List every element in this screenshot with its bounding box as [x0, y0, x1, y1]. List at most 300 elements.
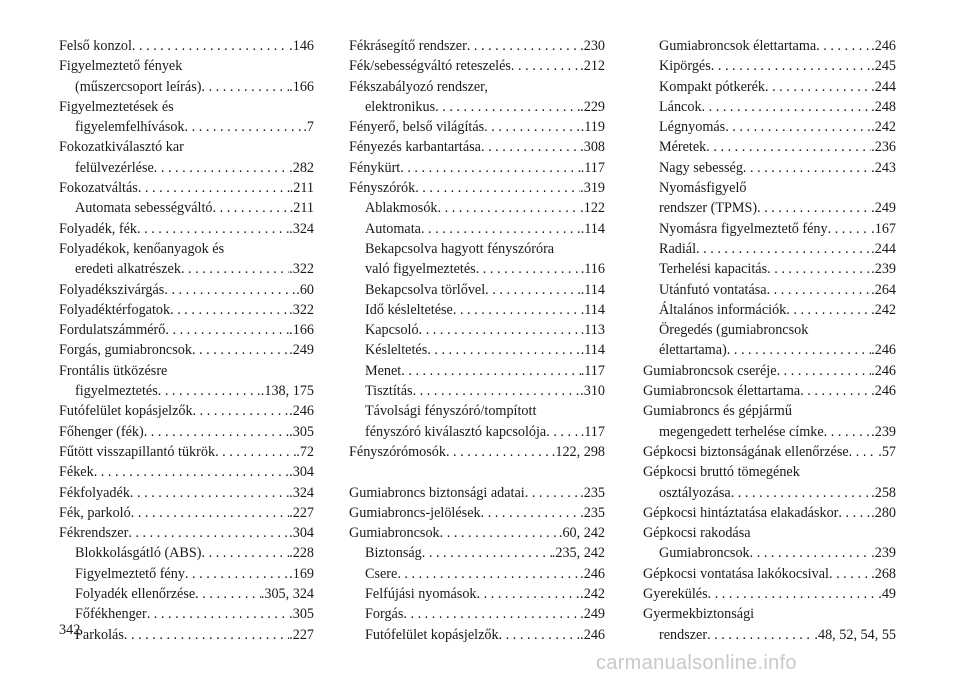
- index-entry: [643, 503, 896, 523]
- page-reference: .211: [289, 200, 314, 217]
- index-subentry: [59, 625, 314, 645]
- dot-leader: [213, 198, 290, 218]
- index-entry: [643, 584, 896, 604]
- entry-term: Felfújási nyomások: [365, 586, 477, 603]
- dot-leader: [164, 280, 296, 300]
- page-reference: .114: [580, 301, 605, 318]
- index-subentry: [349, 219, 605, 239]
- index-subentry: [59, 198, 314, 218]
- index-entry: [349, 503, 605, 523]
- dot-leader: [185, 564, 289, 584]
- entry-term: Bekapcsolva törlővel: [365, 281, 486, 298]
- entry-term: Terhelési kapacitás: [659, 261, 768, 278]
- entry-term: rendszer (TPMS): [659, 200, 758, 217]
- index-subentry: [59, 584, 314, 604]
- page-reference: .116: [580, 261, 605, 278]
- page-reference: .57: [878, 443, 896, 460]
- page-reference: .239: [871, 545, 896, 562]
- dot-leader: [165, 320, 289, 340]
- dot-leader: [477, 584, 581, 604]
- entry-term: Gépkocsi hintáztatása elakadáskor: [643, 504, 839, 521]
- page-reference: .249: [580, 606, 605, 623]
- index-subentry: [643, 239, 896, 259]
- dot-leader: [499, 625, 581, 645]
- index-column-2: [349, 36, 605, 645]
- dot-leader: [481, 503, 581, 523]
- page-reference: .249: [871, 200, 896, 217]
- dot-leader: [137, 219, 289, 239]
- page-reference: .114: [580, 281, 605, 298]
- dot-leader: [419, 320, 581, 340]
- index-subentry: [349, 604, 605, 624]
- entry-term: elektronikus: [365, 98, 436, 115]
- page-reference: .49: [878, 586, 896, 603]
- entry-term: Kipörgés: [659, 58, 711, 75]
- index-subentry: [643, 422, 896, 442]
- entry-term: Gumiabroncsok élettartama: [643, 383, 801, 400]
- page-reference: .305: [289, 606, 314, 623]
- dot-leader: [170, 300, 289, 320]
- index-entry: [59, 178, 314, 198]
- page-reference: .60: [296, 281, 314, 298]
- index-subentry: [643, 280, 896, 300]
- page-reference: .230: [580, 38, 605, 54]
- dot-leader: [824, 422, 872, 442]
- dot-leader: [124, 625, 289, 645]
- dot-leader: [731, 483, 871, 503]
- index-entry: [349, 483, 605, 503]
- index-subentry-heading: Távolsági fényszóró/tompított: [365, 403, 537, 420]
- page-reference: .166: [289, 322, 314, 339]
- index-entry: [643, 381, 896, 401]
- entry-term: Tisztítás: [365, 383, 413, 400]
- entry-term: felülvezérlése: [75, 159, 154, 176]
- dot-leader: [435, 97, 580, 117]
- entry-term: Fénykürt: [349, 159, 401, 176]
- page-reference: .235: [580, 504, 605, 521]
- index-entry: [59, 300, 314, 320]
- dot-leader: [397, 564, 580, 584]
- page-reference: .211: [289, 180, 314, 197]
- index-subentry: [59, 117, 314, 137]
- page-reference: .114: [580, 342, 605, 359]
- entry-term: Forgás, gumiabroncsok: [59, 342, 192, 359]
- page-reference: .324: [289, 220, 314, 237]
- page-reference: .322: [289, 261, 314, 278]
- entry-term: Futófelület kopásjelzők: [59, 403, 193, 420]
- index-subentry: [59, 381, 314, 401]
- page-reference: .229: [580, 98, 605, 115]
- index-entry-heading: Gépkocsi rakodása: [643, 525, 751, 542]
- entry-term: Folyadéktérfogatok: [59, 301, 171, 318]
- entry-term: Légnyomás: [659, 119, 726, 136]
- page-reference: .258: [871, 484, 896, 501]
- entry-term: Fékek: [59, 464, 94, 481]
- entry-term: Blokkolásgátló (ABS): [75, 545, 202, 562]
- page-reference: .246: [871, 342, 896, 359]
- index-subentry: [349, 422, 605, 442]
- entry-term: Futófelület kopásjelzők: [365, 626, 499, 643]
- page-reference: .117: [580, 362, 605, 379]
- index-subentry: [349, 361, 605, 381]
- entry-term: való figyelmeztetés: [365, 261, 476, 278]
- page-reference: .235, 242: [551, 545, 605, 562]
- page-reference: .227: [289, 626, 314, 643]
- index-entry-heading: Gumiabroncs és gépjármű: [643, 403, 792, 420]
- index-entry: [349, 442, 605, 462]
- page-reference: .246: [871, 383, 896, 400]
- page-reference: .235: [580, 484, 605, 501]
- index-entry: [643, 361, 896, 381]
- index-subentry: [59, 77, 314, 97]
- page-reference: .167: [871, 220, 896, 237]
- entry-term: Gumiabroncsok cseréje: [643, 362, 777, 379]
- page-reference: .246: [580, 626, 605, 643]
- dot-leader: [128, 523, 289, 543]
- page-reference: .280: [871, 504, 896, 521]
- entry-term: Csere: [365, 565, 398, 582]
- dot-leader: [767, 280, 872, 300]
- entry-term: figyelmeztetés: [75, 383, 158, 400]
- index-subentry: [643, 97, 896, 117]
- page-reference: .60, 242: [558, 525, 605, 542]
- page-reference: .146: [289, 38, 314, 54]
- page-reference: .305: [289, 423, 314, 440]
- page-reference: .248: [871, 98, 896, 115]
- entry-term: Menet: [365, 362, 402, 379]
- entry-term: Gyerekülés: [643, 586, 708, 603]
- entry-term: (műszercsoport leírás): [75, 78, 202, 95]
- entry-term: Radiál: [659, 240, 697, 257]
- index-subentry: [349, 584, 605, 604]
- page-reference: .246: [871, 38, 896, 54]
- dot-leader: [757, 198, 871, 218]
- entry-term: Főhenger (fék): [59, 423, 144, 440]
- index-subentry: [349, 320, 605, 340]
- dot-leader: [413, 381, 581, 401]
- dot-leader: [707, 625, 814, 645]
- dot-leader: [727, 340, 871, 360]
- index-column-1: [59, 36, 314, 645]
- dot-leader: [130, 483, 289, 503]
- page-reference: .169: [289, 565, 314, 582]
- dot-leader: [401, 361, 580, 381]
- index-entry: [59, 219, 314, 239]
- entry-term: Parkolás: [75, 626, 124, 643]
- dot-leader: [702, 97, 872, 117]
- entry-term: Nyomásra figyelmeztető fény: [659, 220, 828, 237]
- index-entry: [59, 503, 314, 523]
- entry-term: Főfékhenger: [75, 606, 147, 623]
- index-subentry: [349, 97, 605, 117]
- entry-term: Idő késleltetése: [365, 301, 453, 318]
- index-entry: [349, 137, 605, 157]
- entry-term: Figyelmeztető fény: [75, 565, 185, 582]
- page-reference: .119: [580, 119, 605, 136]
- dot-leader: [767, 259, 871, 279]
- index-subentry: [59, 543, 314, 563]
- page-reference: .114: [580, 220, 605, 237]
- page-reference: .122, 298: [551, 443, 605, 460]
- dot-leader: [427, 340, 580, 360]
- dot-leader: [706, 137, 871, 157]
- entry-term: Fék/sebességváltó reteszelés: [349, 58, 511, 75]
- section-gap: [349, 462, 605, 482]
- dot-leader: [484, 117, 581, 137]
- index-subentry: [349, 300, 605, 320]
- page-reference: .243: [871, 159, 896, 176]
- index-subentry: [349, 625, 605, 645]
- entry-term: Fűtött visszapillantó tükrök: [59, 443, 216, 460]
- dot-leader: [440, 523, 559, 543]
- index-entry: [59, 442, 314, 462]
- entry-term: Fényszórók: [349, 180, 416, 197]
- dot-leader: [400, 158, 580, 178]
- index-entry: [59, 422, 314, 442]
- dot-leader: [421, 219, 581, 239]
- page-reference: .242: [580, 586, 605, 603]
- dot-leader: [154, 158, 289, 178]
- index-entry-heading: Figyelmeztetések és: [59, 98, 174, 115]
- page-reference: .117: [580, 423, 605, 440]
- page-reference: .239: [871, 261, 896, 278]
- index-subentry: [349, 198, 605, 218]
- entry-term: élettartama): [659, 342, 727, 359]
- page-reference: .242: [871, 119, 896, 136]
- page-reference: .166: [289, 78, 314, 95]
- index-entry: [349, 56, 605, 76]
- index-entry-heading: Fékszabályozó rendszer,: [349, 78, 488, 95]
- page-reference: .264: [871, 281, 896, 298]
- dot-leader: [215, 442, 296, 462]
- entry-term: Folyadékszivárgás: [59, 281, 165, 298]
- dot-leader: [708, 584, 879, 604]
- entry-term: Fékrásegítő rendszer: [349, 38, 467, 54]
- dot-leader: [131, 503, 289, 523]
- index-subentry: [643, 56, 896, 76]
- index-entry-heading: Folyadékok, kenőanyagok és: [59, 240, 225, 257]
- page-reference: .282: [289, 159, 314, 176]
- index-subentry: [643, 198, 896, 218]
- entry-term: Automata: [365, 220, 421, 237]
- page-reference: .72: [296, 443, 314, 460]
- dot-leader: [138, 178, 290, 198]
- entry-term: Kapcsoló: [365, 322, 419, 339]
- page-reference: .228: [289, 545, 314, 562]
- index-subentry: [59, 564, 314, 584]
- index-entry: [349, 178, 605, 198]
- index-subentry: [643, 300, 896, 320]
- index-entry: [349, 158, 605, 178]
- index-subentry: [643, 219, 896, 239]
- page-reference: .7: [303, 119, 314, 136]
- entry-term: Gumiabroncsok élettartama: [659, 38, 817, 54]
- index-subentry: [59, 158, 314, 178]
- index-entry: [59, 483, 314, 503]
- entry-term: Folyadék ellenőrzése: [75, 586, 196, 603]
- index-entry: [59, 462, 314, 482]
- dot-leader: [181, 259, 289, 279]
- index-subentry: [643, 36, 896, 56]
- page-number: 342: [59, 622, 81, 638]
- index-subentry: [349, 381, 605, 401]
- dot-leader: [849, 442, 879, 462]
- entry-term: Méretek: [659, 139, 707, 156]
- index-subentry-heading: Bekapcsolva hagyott fényszóróra: [365, 240, 555, 257]
- index-subentry: [59, 259, 314, 279]
- dot-leader: [511, 56, 580, 76]
- dot-leader: [158, 381, 261, 401]
- page-reference: .246: [871, 362, 896, 379]
- dot-leader: [446, 442, 552, 462]
- page-reference: .244: [871, 78, 896, 95]
- dot-leader: [195, 584, 261, 604]
- entry-term: Fékfolyadék: [59, 484, 130, 501]
- index-subentry: [643, 543, 896, 563]
- entry-term: Nagy sebesség: [659, 159, 743, 176]
- dot-leader: [144, 422, 289, 442]
- index-entry: [643, 564, 896, 584]
- page-reference: .245: [871, 58, 896, 75]
- index-entry: [59, 523, 314, 543]
- entry-term: Automata sebességváltó: [75, 200, 213, 217]
- index-entry: [349, 36, 605, 56]
- page-reference: .236: [871, 139, 896, 156]
- index-subentry-heading: Nyomásfigyelő: [659, 180, 747, 197]
- page-reference: .268: [871, 565, 896, 582]
- dot-leader: [777, 361, 872, 381]
- dot-leader: [485, 280, 581, 300]
- index-entry: [59, 280, 314, 300]
- page-reference: .304: [289, 464, 314, 481]
- index-subentry: [349, 259, 605, 279]
- index-entry: [643, 442, 896, 462]
- index-entry: [59, 340, 314, 360]
- page-reference: .319: [580, 180, 605, 197]
- dot-leader: [185, 117, 304, 137]
- page-reference: .310: [580, 383, 605, 400]
- entry-term: Kompakt pótkerék: [659, 78, 765, 95]
- dot-leader: [750, 543, 872, 563]
- dot-leader: [193, 401, 290, 421]
- index-subentry: [643, 483, 896, 503]
- entry-term: Gumiabroncs biztonsági adatai: [349, 484, 525, 501]
- dot-leader: [202, 543, 290, 563]
- dot-leader: [438, 198, 581, 218]
- dot-leader: [415, 178, 580, 198]
- entry-term: Fékrendszer: [59, 525, 129, 542]
- dot-leader: [422, 543, 552, 563]
- entry-term: Láncok: [659, 98, 702, 115]
- index-entry: [59, 36, 314, 56]
- page-reference: .122: [580, 200, 605, 217]
- dot-leader: [403, 604, 580, 624]
- page-reference: .304: [289, 525, 314, 542]
- entry-term: Gumiabroncsok: [659, 545, 750, 562]
- entry-term: Gumiabroncs-jelölések: [349, 504, 481, 521]
- index-entry: [59, 320, 314, 340]
- index-column-3: [643, 36, 896, 645]
- page-reference: .246: [289, 403, 314, 420]
- index-subentry: [643, 259, 896, 279]
- page-reference: .48, 52, 54, 55: [814, 626, 896, 643]
- dot-leader: [696, 239, 871, 259]
- index-entry-heading: Frontális ütközésre: [59, 362, 168, 379]
- page-reference: .308: [580, 139, 605, 156]
- index-subentry: [643, 77, 896, 97]
- entry-term: megengedett terhelése címke: [659, 423, 824, 440]
- index-subentry: [349, 564, 605, 584]
- entry-term: Fényerő, belső világítás: [349, 119, 485, 136]
- dot-leader: [94, 462, 289, 482]
- entry-term: figyelemfelhívások: [75, 119, 185, 136]
- entry-term: Általános információk: [659, 301, 787, 318]
- page-reference: .305, 324: [260, 586, 314, 603]
- index-subentry: [643, 340, 896, 360]
- dot-leader: [711, 56, 871, 76]
- dot-leader: [838, 503, 871, 523]
- entry-term: Felső konzol: [59, 38, 132, 54]
- index-entry-heading: Figyelmeztető fények: [59, 58, 183, 75]
- page-reference: .239: [871, 423, 896, 440]
- index-subentry-heading: Öregedés (gumiabroncsok: [659, 322, 809, 339]
- dot-leader: [829, 564, 871, 584]
- page-reference: .244: [871, 240, 896, 257]
- entry-term: Fényezés karbantartása: [349, 139, 481, 156]
- entry-term: Gépkocsi biztonságának ellenőrzése: [643, 443, 849, 460]
- index-subentry: [349, 280, 605, 300]
- dot-leader: [546, 422, 580, 442]
- dot-leader: [467, 36, 580, 56]
- dot-leader: [481, 137, 580, 157]
- index-subentry: [59, 604, 314, 624]
- index-entry-heading: Gépkocsi bruttó tömegének: [643, 464, 800, 481]
- entry-term: Fék, parkoló: [59, 504, 131, 521]
- dot-leader: [743, 158, 871, 178]
- page-reference: .117: [580, 159, 605, 176]
- entry-term: Forgás: [365, 606, 404, 623]
- entry-term: Gumiabroncsok: [349, 525, 440, 542]
- index-subentry: [643, 625, 896, 645]
- index-entry: [349, 117, 605, 137]
- dot-leader: [201, 77, 289, 97]
- dot-leader: [725, 117, 871, 137]
- entry-term: fényszóró kiválasztó kapcsolója: [365, 423, 547, 440]
- dot-leader: [800, 381, 871, 401]
- dot-leader: [816, 36, 871, 56]
- dot-leader: [147, 604, 289, 624]
- index-subentry: [643, 158, 896, 178]
- dot-leader: [476, 259, 581, 279]
- entry-term: Biztonság: [365, 545, 422, 562]
- index-entry-heading: Gyermekbiztonsági: [643, 606, 755, 623]
- page-reference: .246: [580, 565, 605, 582]
- page-reference: .113: [580, 322, 605, 339]
- dot-leader: [453, 300, 581, 320]
- entry-term: Utánfutó vontatása: [659, 281, 767, 298]
- entry-term: Fényszórómosók: [349, 443, 446, 460]
- entry-term: osztályozása: [659, 484, 731, 501]
- entry-term: Fokozatváltás: [59, 180, 138, 197]
- entry-term: Fordulatszámmérő: [59, 322, 166, 339]
- entry-term: Késleltetés: [365, 342, 428, 359]
- entry-term: Ablakmosók: [365, 200, 438, 217]
- page-reference: .227: [289, 504, 314, 521]
- dot-leader: [786, 300, 871, 320]
- page-reference: .322: [289, 301, 314, 318]
- entry-term: Gépkocsi vontatása lakókocsival: [643, 565, 829, 582]
- index-entry: [59, 401, 314, 421]
